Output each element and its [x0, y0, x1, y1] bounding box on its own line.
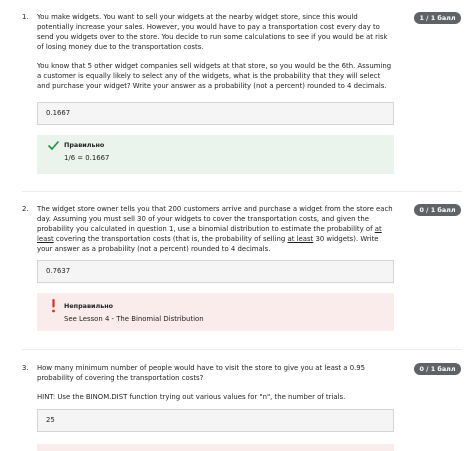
- feedback-correct: [37, 135, 394, 174]
- score-badge: 0 / 1 балл: [414, 363, 461, 375]
- question-segment: The widget store owner tells you that 200 customers arrive and purchase a widget from the store each day. Assuming you must sell 30 of your widgets to cover the transportation costs, and given the probability you calculated in question 1, use a binomial distribution to estimate the probability of: [37, 205, 393, 233]
- question-paragraph: [37, 204, 394, 254]
- question-segment: 30 widgets). Write your answer as a probability (not a percent) rounded to 4 decimals.: [37, 235, 379, 253]
- question-text: [37, 204, 394, 263]
- question-number: 3.: [22, 364, 29, 372]
- feedback-text: 1/6 = 0.1667: [64, 154, 110, 162]
- feedback-incorrect-partial: [37, 444, 394, 451]
- question-divider: [22, 349, 462, 350]
- check-icon: [48, 140, 59, 151]
- feedback-title: Правильно: [64, 141, 105, 149]
- feedback-incorrect: [37, 293, 394, 331]
- feedback-title: Неправильно: [64, 302, 114, 310]
- underlined-phrase: at least: [37, 225, 382, 243]
- feedback-text: See Lesson 4 - The Binomial Distribution: [64, 315, 204, 323]
- question-segment: covering the transportation costs (that is, the probability of selling: [55, 235, 286, 243]
- question-number: 1.: [22, 13, 29, 21]
- question-paragraph: HINT: Use the BINOM.DIST function trying out various values for "n", the number of trials.: [37, 393, 346, 401]
- question-divider: [22, 191, 462, 192]
- answer-field[interactable]: 0.7637: [37, 260, 394, 283]
- question-paragraph: You make widgets. You want to sell your widgets at the nearby widget store, since this would potentially increase your sales. However, you would have to pay a transportation cost every day to send you widgets over to the store. You decide to run some calculations to see if you would be at risk of losing money due to the transportation costs.: [37, 13, 388, 51]
- question-paragraph: You know that 5 other widget companies sell widgets at that store, so you would be the 6th. Assuming a customer is equally likely to select any of the widgets, what is the probability that they will select and purchase your widget? Write your answer as a probability (not a percent) rounded to 4 decimals.: [37, 62, 392, 90]
- question-text: [37, 12, 394, 100]
- answer-field[interactable]: 0.1667: [37, 102, 394, 125]
- question-text: [37, 363, 394, 411]
- score-badge: 1 / 1 балл: [414, 12, 461, 24]
- exclamation-icon: [51, 299, 56, 313]
- underlined-phrase: at least: [287, 235, 314, 243]
- question-number: 2.: [22, 205, 29, 213]
- score-badge: 0 / 1 балл: [414, 204, 461, 216]
- question-paragraph: How many minimum number of people would have to visit the store to give you at least a 0.95 probability of covering the transportation costs?: [37, 364, 366, 382]
- answer-field[interactable]: 25: [37, 409, 394, 432]
